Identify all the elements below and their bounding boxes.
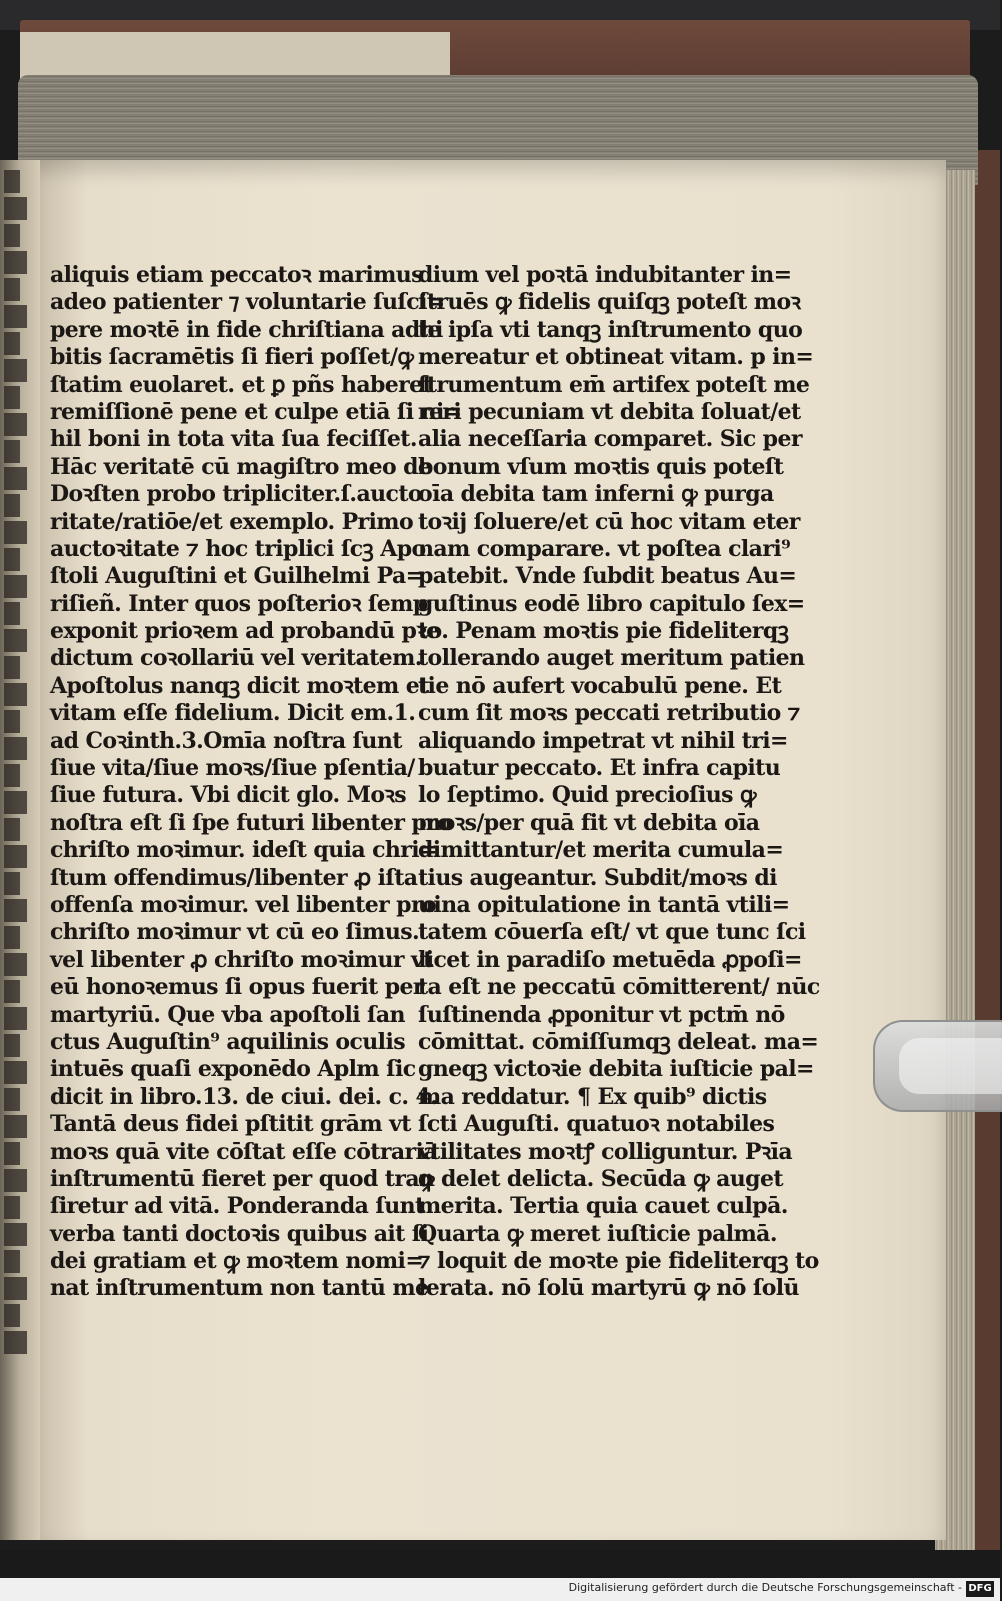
previous-page-line (4, 845, 27, 868)
previous-page-line (4, 170, 20, 193)
previous-page-line (4, 629, 27, 652)
footer-credit: Digitalisierung gefördert durch die Deutsche Forschungsgemeinschaft - (568, 1581, 962, 1594)
text-line: tie nō aufert vocabulū pene. Et (418, 672, 782, 699)
previous-page-line (4, 1142, 20, 1165)
text-line: Quarta ꝙ meret iuſticie palmā. (418, 1220, 777, 1247)
previous-page-line (4, 683, 27, 706)
text-line: vtilitates moꝛtꝭ colliguntur. Pꝛīa (418, 1138, 793, 1165)
previous-page-line (4, 251, 27, 274)
text-line: pere moꝛtē in fide chriſtiana adhi (50, 316, 443, 343)
clip-highlight (899, 1038, 1002, 1094)
previous-page-line (4, 521, 27, 544)
previous-page-line (4, 899, 27, 922)
text-line: Hāc veritatē cū magiſtro meo de (50, 453, 432, 480)
text-line: to. Penam moꝛtis pie fideliterqꝫ (418, 618, 789, 645)
previous-page-line (4, 1331, 27, 1354)
previous-page-line (4, 1115, 27, 1138)
text-line: Tantā deus fidei pſtitit grām vt (50, 1111, 411, 1138)
previous-page-line (4, 818, 20, 841)
right-text-column (418, 262, 820, 1303)
previous-page-line (4, 1169, 27, 1192)
text-line: moꝛs/per quā fit vt debita oīa (418, 809, 760, 836)
previous-page-line (4, 1088, 20, 1111)
text-line: intuēs quaſi exponēdo Aplm ſic (50, 1056, 416, 1083)
previous-page-line (4, 1304, 20, 1327)
text-line: ſcti Auguſti. quatuoꝛ notabiles (418, 1111, 775, 1138)
text-line: ⁊ loquit de moꝛte pie fideliterqꝫ to (418, 1248, 819, 1275)
text-line: auctoꝛitate ⁊ hoc triplici ſcꝫ Apo (50, 535, 426, 562)
text-line: noſtra eſt ſi ſpe futuri libenter pro (50, 809, 452, 836)
previous-page-line (4, 575, 27, 598)
text-line: ma reddatur. ¶ Ex quib⁹ dictis (418, 1083, 767, 1110)
text-line: ritate/ratiōe/et exemplo. Primo (50, 508, 414, 535)
previous-page-line (4, 197, 27, 220)
previous-page-line (4, 278, 20, 301)
text-line: nat inſtrumentum non tantū me (50, 1275, 429, 1302)
previous-page-line (4, 440, 20, 463)
text-line: ſiue vita/ſiue moꝛs/ſiue pſentia/ (50, 755, 415, 782)
text-line: hil boni in tota vita ſua feciſſet. (50, 426, 417, 453)
text-line: nam comparare. vt poſtea clari⁹ (418, 535, 791, 562)
text-line: reri pecuniam vt debita ſoluat/et (418, 398, 801, 425)
text-line: oīa debita tam inferni ꝙ purga (418, 481, 774, 508)
previous-page-line (4, 602, 20, 625)
previous-page-line (4, 413, 27, 436)
text-line: adeo patienter ⁊ voluntarie ſuſci= (50, 289, 445, 316)
previous-page-line (4, 1196, 20, 1219)
left-text-column (50, 262, 462, 1303)
dfg-logo: DFG (966, 1581, 994, 1597)
text-line: offenſa moꝛimur. vel libenter pro (50, 891, 437, 918)
page-clip (873, 1020, 1002, 1112)
text-line: ꝙ delet delicta. Secūda ꝙ auget (418, 1165, 783, 1192)
text-line: ſtatim euolaret. et ꝑ pñs haberet (50, 371, 433, 398)
previous-page-line (4, 305, 27, 328)
text-line: ſuſtinenda ꝓponitur vt pctm̄ nō (418, 1001, 785, 1028)
previous-page-line (4, 1223, 27, 1246)
previous-page-line (4, 467, 27, 490)
text-line: tatem cōuerſa eſt/ vt que tunc ſci (418, 919, 806, 946)
text-line: aliquando impetrat vt nihil tri= (418, 727, 788, 754)
previous-page-edge (0, 170, 34, 1370)
text-line: eū honoꝛemus ſi opus fuerit per (50, 974, 424, 1001)
text-line: gneqꝫ victoꝛie debita iuſticie pal= (418, 1056, 814, 1083)
text-line: lerata. nō ſolū martyrū ꝙ nō ſolū (418, 1275, 799, 1302)
previous-page-line (4, 1034, 20, 1057)
text-line: te ipſa vti tanqꝫ inſtrumento quo (418, 316, 803, 343)
text-line: remiſſionē pene et culpe etiā ſi ni= (50, 398, 462, 425)
text-line: patebit. Vnde ſubdit beatus Au= (418, 563, 797, 590)
text-line: verba tanti doctoꝛis quibus ait ſi (50, 1220, 429, 1247)
previous-page-line (4, 1061, 27, 1084)
previous-page-line (4, 980, 20, 1003)
text-line: dei gratiam et ꝙ moꝛtem nomi= (50, 1248, 424, 1275)
text-line: moꝛs quā vite cōſtat eſſe cōtrariā (50, 1138, 437, 1165)
text-line: lo ſeptimo. Quid precioſius ꝙ (418, 782, 756, 809)
text-line: cum ſit moꝛs peccati retributio ⁊ (418, 700, 800, 727)
text-line: riſieñ. Inter quos poſterioꝛ ſemp (50, 590, 428, 617)
text-line: tollerando auget meritum patien (418, 645, 805, 672)
text-line: bitis ſacramētis ſi fieri poſſet/ꝙ (50, 344, 414, 371)
previous-page-line (4, 926, 20, 949)
text-line: aliquis etiam peccatoꝛ marimus (50, 262, 423, 288)
text-line: exponit prioꝛem ad probandū pꝛe (50, 618, 440, 645)
text-line: ſiue futura. Vbi dicit glo. Moꝛs (50, 782, 407, 809)
previous-page-line (4, 764, 20, 787)
previous-page-line (4, 710, 20, 733)
previous-page-line (4, 332, 20, 355)
previous-page-line (4, 494, 20, 517)
text-line: Apoſtolus nanqꝫ dicit moꝛtem et (50, 672, 429, 699)
footer-bar (0, 1578, 1000, 1601)
text-line: martyriū. Que vba apoſtoli ſan (50, 1001, 405, 1028)
text-line: ta eſt ne peccatū cōmitterent/ nūc (418, 974, 820, 1001)
previous-page-line (4, 1007, 27, 1030)
text-line: bonum vſum moꝛtis quis poteſt (418, 453, 784, 480)
text-line: buatur peccato. Et infra capitu (418, 755, 781, 782)
text-line: cōmittat. cōmiſſumqꝫ deleat. ma= (418, 1028, 819, 1055)
text-line: licet in paradiſo metuēda ꝓpoſi= (418, 946, 802, 973)
text-line: dicit in libro.13. de ciui. dei. c. 4. (50, 1083, 438, 1110)
previous-page-line (4, 656, 20, 679)
text-line: chriſto moꝛimur. ideſt quia chri= (50, 837, 437, 864)
previous-page-line (4, 359, 27, 382)
previous-page-line (4, 548, 20, 571)
text-line: ſtruēs ꝙ fidelis quiſqꝫ poteſt moꝛ (418, 289, 801, 316)
text-line: alia neceſſaria comparet. Sic per (418, 426, 802, 453)
text-line: dictum coꝛollariū vel veritatem. (50, 645, 422, 672)
text-line: vel libenter ꝓ chriſto moꝛimur vt (50, 946, 433, 973)
text-line: Doꝛſten probo tripliciter.ſ.aucto (50, 481, 422, 508)
text-line: toꝛij ſoluere/et cū hoc vitam eter (418, 508, 800, 535)
text-line: guſtinus eodē libro capitulo ſex= (418, 590, 805, 617)
text-line: dimittantur/et merita cumula= (418, 837, 784, 864)
text-line: inſtrumentū fieret per quod tran (50, 1165, 435, 1192)
text-line: ſtum offendimus/libenter ꝓ iſta (50, 864, 418, 891)
text-line: uina opitulatione in tantā vtili= (418, 891, 790, 918)
text-line: vitam eſſe fidelium. Dicit em.1. (50, 700, 416, 727)
previous-page-line (4, 1250, 20, 1273)
text-line: ſiretur ad vitā. Ponderanda ſunt (50, 1193, 425, 1220)
previous-page-line (4, 791, 27, 814)
text-line: mereatur et obtineat vitam. p in= (418, 344, 814, 371)
previous-page-line (4, 224, 20, 247)
previous-page-line (4, 386, 20, 409)
text-line: ctus Auguſtin⁹ aquilinis oculis (50, 1028, 405, 1055)
text-line: merita. Tertia quia cauet culpā. (418, 1193, 788, 1220)
previous-page-line (4, 953, 27, 976)
text-line: ſtoli Auguſtini et Guilhelmi Pa= (50, 563, 424, 590)
previous-page-line (4, 737, 27, 760)
text-line: ſtrumentum em̄ artifex poteſt me (418, 371, 810, 398)
previous-page-line (4, 872, 20, 895)
previous-page-line (4, 1277, 27, 1300)
text-line: dium vel poꝛtā indubitanter in= (418, 262, 792, 288)
text-line: tius augeantur. Subdit/moꝛs di (418, 864, 777, 891)
text-line: chriſto moꝛimur vt cū eo ſimus. (50, 919, 420, 946)
text-line: ad Coꝛinth.3.Omīa noſtra ſunt (50, 727, 402, 754)
